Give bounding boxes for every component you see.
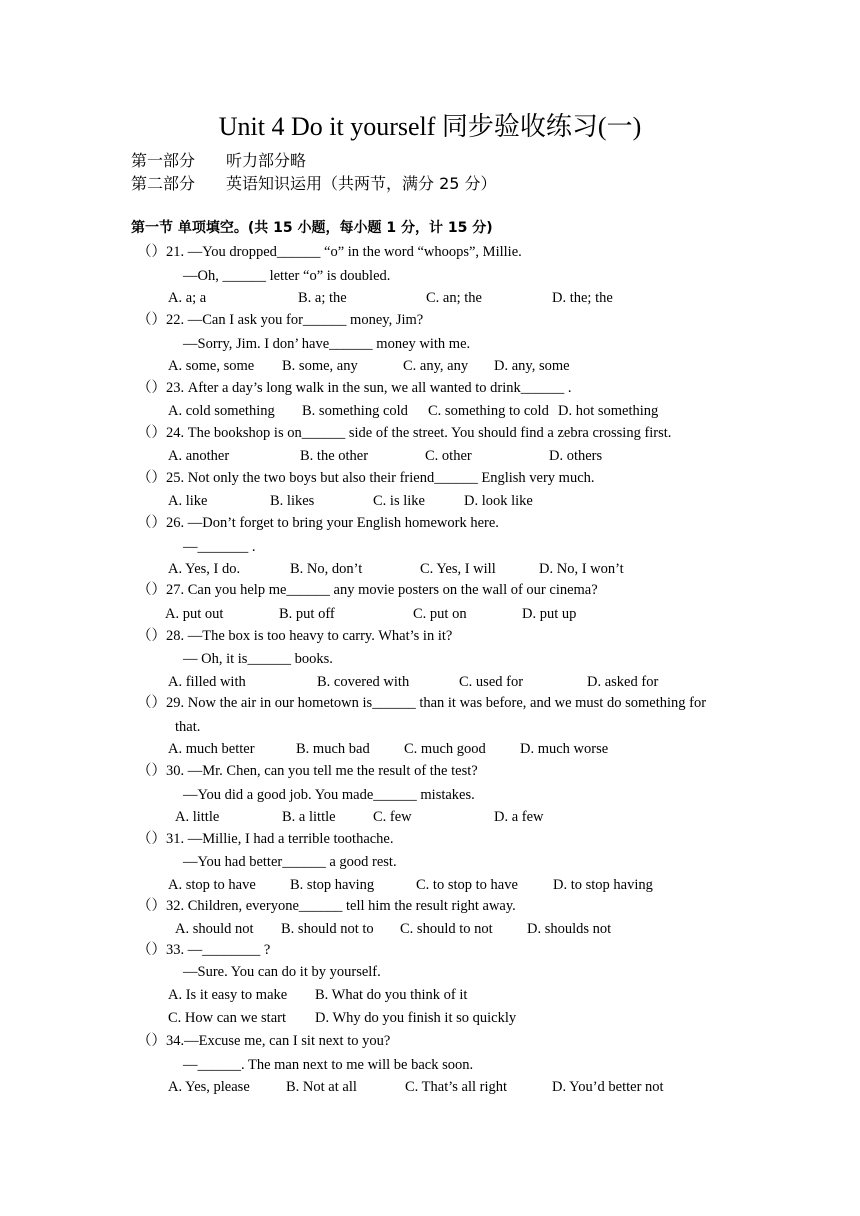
option-30-c: C. few [373,809,412,825]
option-32-a: A. should not [175,921,254,937]
question-24: （）24. The bookshop is on______ side of the street. You should find a zebra crossing first. [137,425,672,441]
option-33-a: A. Is it easy to make [168,987,288,1003]
option-25-d: D. look like [464,493,533,509]
option-30-b: B. a little [282,809,336,825]
option-34-b: B. Not at all [286,1079,357,1095]
question-26: （）26. —Don’t forget to bring your English homework here. [137,515,499,531]
part-1-text: 听力部分略 [226,151,307,170]
option-22-a: A. some, some [168,358,255,374]
option-27-b: B. put off [279,606,335,622]
option-32-c: C. should to not [400,921,493,937]
question-21-line2: —Oh, ______ letter “o” is doubled. [183,268,391,284]
option-23-b: B. something cold [302,403,408,419]
option-29-d: D. much worse [520,741,609,757]
option-25-c: C. is like [373,493,425,509]
question-31-line2: —You had better______ a good rest. [183,854,397,870]
option-31-b: B. stop having [290,877,375,893]
option-25-b: B. likes [270,493,315,509]
option-31-d: D. to stop having [553,877,653,893]
option-25-a: A. like [168,493,208,509]
question-33: （）33. —________ ? [137,942,271,958]
question-23: （）23. After a day’s long walk in the sun, we all wanted to drink______ . [137,380,572,396]
question-26-line2: —_______ . [183,539,256,555]
option-27-d: D. put up [522,606,577,622]
option-21-a: A. a; a [168,290,207,306]
question-28-line2: — Oh, it is______ books. [183,651,333,667]
option-34-d: D. You’d better not [552,1079,664,1095]
question-21: （）21. —You dropped______ “o” in the word “whoops”, Millie. [137,244,522,260]
option-26-a: A. Yes, I do. [168,561,241,577]
option-32-b: B. should not to [281,921,374,937]
question-32: （）32. Children, everyone______ tell him the result right away. [137,898,516,914]
option-23-a: A. cold something [168,403,275,419]
option-30-d: D. a few [494,809,544,825]
part-2-label: 第二部分 [131,174,196,193]
option-28-d: D. asked for [587,674,659,690]
question-34-line2: —______. The man next to me will be back soon. [183,1057,474,1073]
part-2-text: 英语知识运用（共两节，满分 25 分） [226,174,497,193]
option-22-b: B. some, any [282,358,358,374]
question-28: （）28. —The box is too heavy to carry. What’s in it? [137,628,453,644]
option-30-a: A. little [175,809,220,825]
question-34: （）34.—Excuse me, can I sit next to you? [137,1033,391,1049]
question-33-line2: —Sure. You can do it by yourself. [183,964,381,980]
question-22-line2: —Sorry, Jim. I don’ have______ money with me. [183,336,471,352]
question-29-line2: that. [175,719,201,735]
option-26-b: B. No, don’t [290,561,363,577]
option-24-b: B. the other [300,448,369,464]
option-23-d: D. hot something [558,403,659,419]
option-31-c: C. to stop to have [416,877,518,893]
page-title: Unit 4 Do it yourself 同步验收练习(一) [218,112,642,141]
option-28-a: A. filled with [168,674,246,690]
option-33-d: D. Why do you finish it so quickly [315,1010,517,1026]
option-33-c: C. How can we start [168,1010,286,1026]
option-29-b: B. much bad [296,741,370,757]
option-26-c: C. Yes, I will [420,561,496,577]
option-31-a: A. stop to have [168,877,256,893]
option-21-b: B. a; the [298,290,347,306]
option-22-d: D. any, some [494,358,570,374]
option-24-a: A. another [168,448,230,464]
option-24-d: D. others [549,448,603,464]
question-30-line2: —You did a good job. You made______ mistakes. [183,787,475,803]
option-34-c: C. That’s all right [405,1079,508,1095]
option-29-a: A. much better [168,741,255,757]
option-22-c: C. any, any [403,358,469,374]
question-27: （）27. Can you help me______ any movie posters on the wall of our cinema? [137,582,598,598]
option-28-c: C. used for [459,674,524,690]
question-30: （）30. —Mr. Chen, can you tell me the result of the test? [137,763,478,779]
option-28-b: B. covered with [317,674,410,690]
option-21-d: D. the; the [552,290,613,306]
option-32-d: D. shoulds not [527,921,612,937]
part-1-label: 第一部分 [131,151,196,170]
option-23-c: C. something to cold [428,403,549,419]
question-25: （）25. Not only the two boys but also their friend______ English very much. [137,470,595,486]
option-33-b: B. What do you think of it [315,987,468,1003]
question-22: （）22. —Can I ask you for______ money, Jim? [137,312,424,328]
option-29-c: C. much good [404,741,486,757]
option-34-a: A. Yes, please [168,1079,250,1095]
question-29: （）29. Now the air in our hometown is______ than it was before, and we must do something for [137,695,707,711]
option-27-a: A. put out [165,606,224,622]
option-21-c: C. an; the [426,290,482,306]
option-24-c: C. other [425,448,472,464]
option-26-d: D. No, I won’t [539,561,624,577]
option-27-c: C. put on [413,606,467,622]
question-31: （）31. —Millie, I had a terrible toothache. [137,831,394,847]
section-heading: 第一节 单项填空。(共 15 小题，每小题 1 分，计 15 分) [131,220,493,236]
